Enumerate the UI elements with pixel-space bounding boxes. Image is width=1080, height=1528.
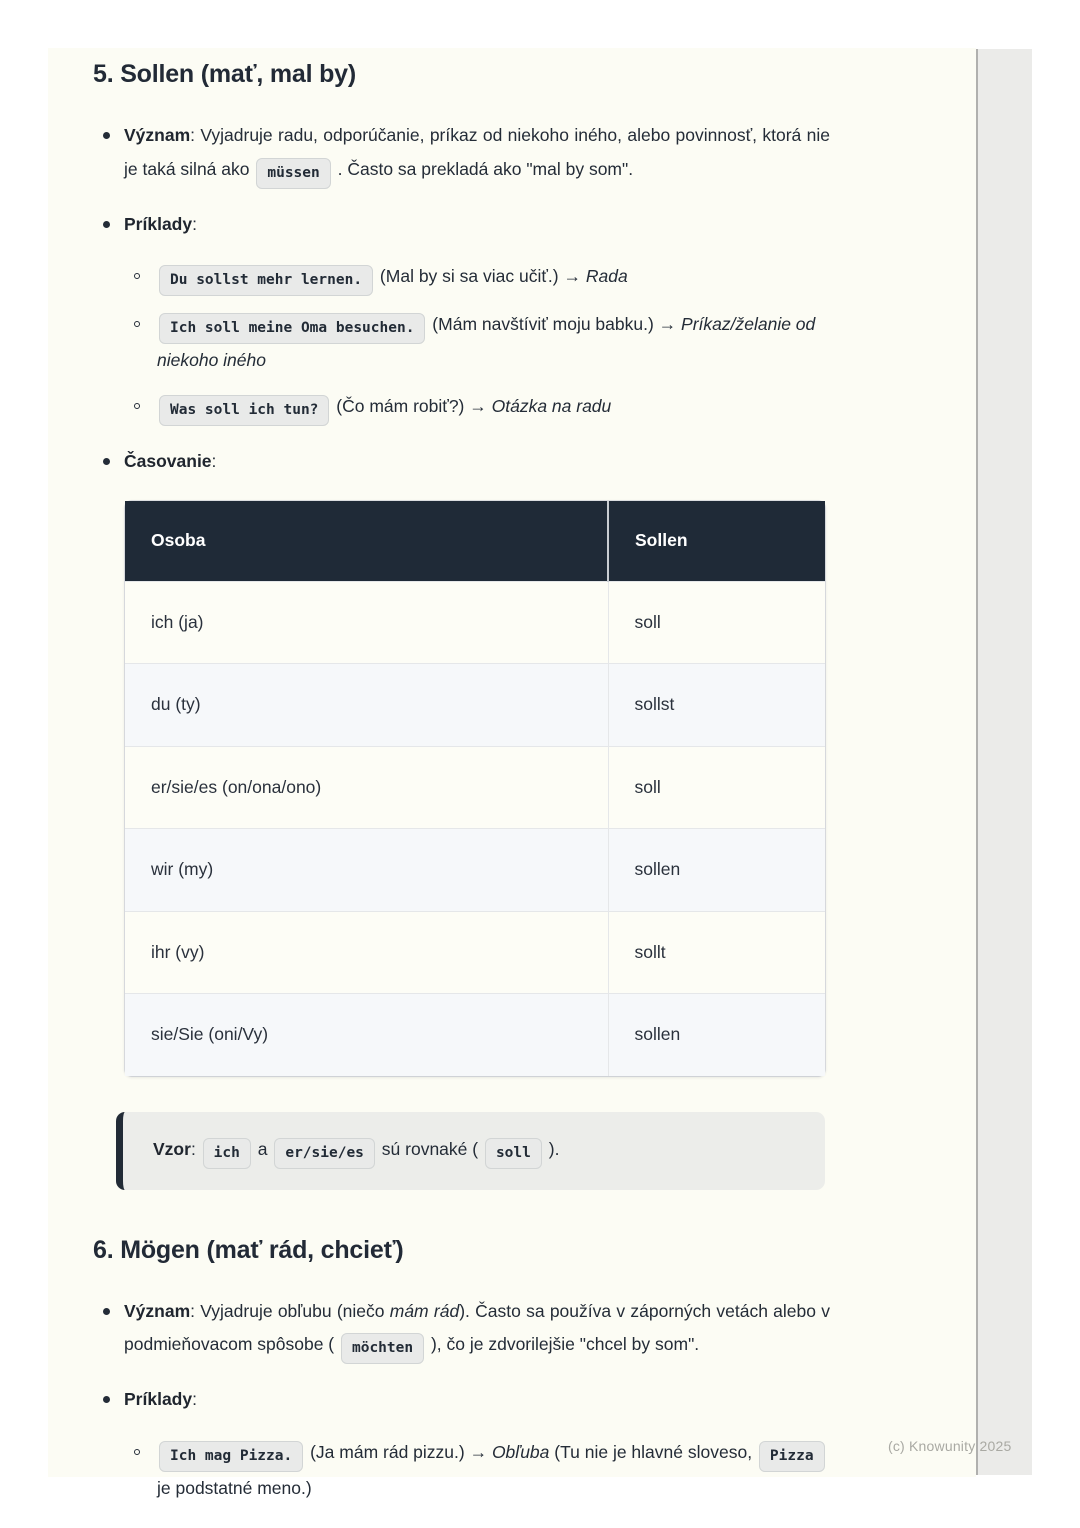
bullet-icon [103,1396,110,1403]
column-header-sollen: Sollen [608,501,825,581]
code-chip: ich [203,1138,251,1169]
scrollbar[interactable] [976,49,1032,1475]
code-chip: soll [485,1138,542,1169]
example-item [157,260,830,296]
list-item-casovanie [124,445,830,479]
list-item-priklady [124,208,830,426]
code-chip: Ich soll meine Oma besuchen. [159,313,425,344]
list-item-vyznam [124,119,830,189]
examples-list [124,1436,830,1506]
table-cell: soll [608,581,825,664]
code-chip: Pizza [759,1441,825,1472]
example-text: Was soll ich tun? (Čo mám robiť?) → Otázka na radu [157,390,830,426]
table-cell: sollst [608,664,825,747]
example-text: Du sollst mehr lernen. (Mal by si sa viac učiť.) → Rada [157,260,830,296]
column-header-osoba: Osoba [125,501,608,581]
callout-text: Vzor: ich a er/sie/es sú rovnaké ( soll ). [153,1133,795,1169]
table-header [125,501,825,581]
list-item-vyznam [124,1295,830,1365]
table-cell: sollen [608,994,825,1076]
circle-bullet-icon [134,1449,140,1455]
table-body [125,581,825,1076]
priklady-label: Príklady: [124,213,197,234]
bullet-icon [103,458,110,465]
table-cell: soll [608,746,825,829]
bullet-icon [103,132,110,139]
table-row [125,994,825,1076]
table-cell: ihr (vy) [125,911,608,994]
table-cell: du (ty) [125,664,608,747]
table-row [125,664,825,747]
table-cell: sollen [608,829,825,912]
table-row [125,829,825,912]
table-row [125,911,825,994]
code-chip: Du sollst mehr lernen. [159,265,373,296]
code-chip: Ich mag Pizza. [159,1441,303,1472]
list-item-priklady [124,1383,830,1505]
table-header-row [125,501,825,581]
section-5-list [93,119,830,478]
table-row [125,746,825,829]
table-cell: er/sie/es (on/ona/ono) [125,746,608,829]
table-cell: sollt [608,911,825,994]
example-item [157,308,830,378]
circle-bullet-icon [134,403,140,409]
table-cell: wir (my) [125,829,608,912]
example-text: Ich soll meine Oma besuchen. (Mám navštíviť moju babku.) → Príkaz/želanie od niekoho iného [157,314,816,370]
example-item [157,390,830,426]
note-callout [116,1112,825,1190]
table-cell: sie/Sie (oni/Vy) [125,994,608,1076]
section-5-heading: 5. Sollen (mať, mal by) [93,60,357,88]
circle-bullet-icon [134,321,140,327]
casovanie-label: Časovanie: [124,450,217,471]
circle-bullet-icon [134,273,140,279]
code-chip: möchten [341,1333,424,1364]
document-page [48,48,976,1498]
bullet-icon [103,221,110,228]
vyznam-paragraph: Význam: Vyjadruje radu, odporúčanie, príkaz od niekoho iného, alebo povinnosť, ktorá nie je taká silná ako müssen . Často sa prekladá ako "mal by som". [124,119,830,189]
priklady-label: Príklady: [124,1389,197,1409]
code-chip: müssen [256,158,330,189]
bullet-icon [103,1308,110,1315]
code-chip: er/sie/es [274,1138,375,1169]
watermark: (c) Knowunity 2025 [888,1438,1012,1454]
conjugation-table-wrap [125,501,825,1076]
section-6-heading: 6. Mögen (mať rád, chcieť) [93,1235,404,1264]
code-chip: Was soll ich tun? [159,395,329,426]
example-text: Ich mag Pizza. (Ja mám rád pizzu.) → Obľuba (Tu nie je hlavné sloveso, Pizza je podstatné meno.) [157,1436,830,1506]
section-6-list [93,1295,830,1506]
table-row [125,581,825,664]
table-cell: ich (ja) [125,581,608,664]
document-content [48,48,976,1505]
example-item [157,1436,830,1506]
examples-list [124,260,830,426]
vyznam-paragraph: Význam: Vyjadruje obľubu (niečo mám rád). Často sa používa v záporných vetách alebo v podmieňovacom spôsobe ( möchten ), čo je zdvorilejšie "chcel by som". [124,1295,830,1365]
conjugation-table [125,501,825,1076]
